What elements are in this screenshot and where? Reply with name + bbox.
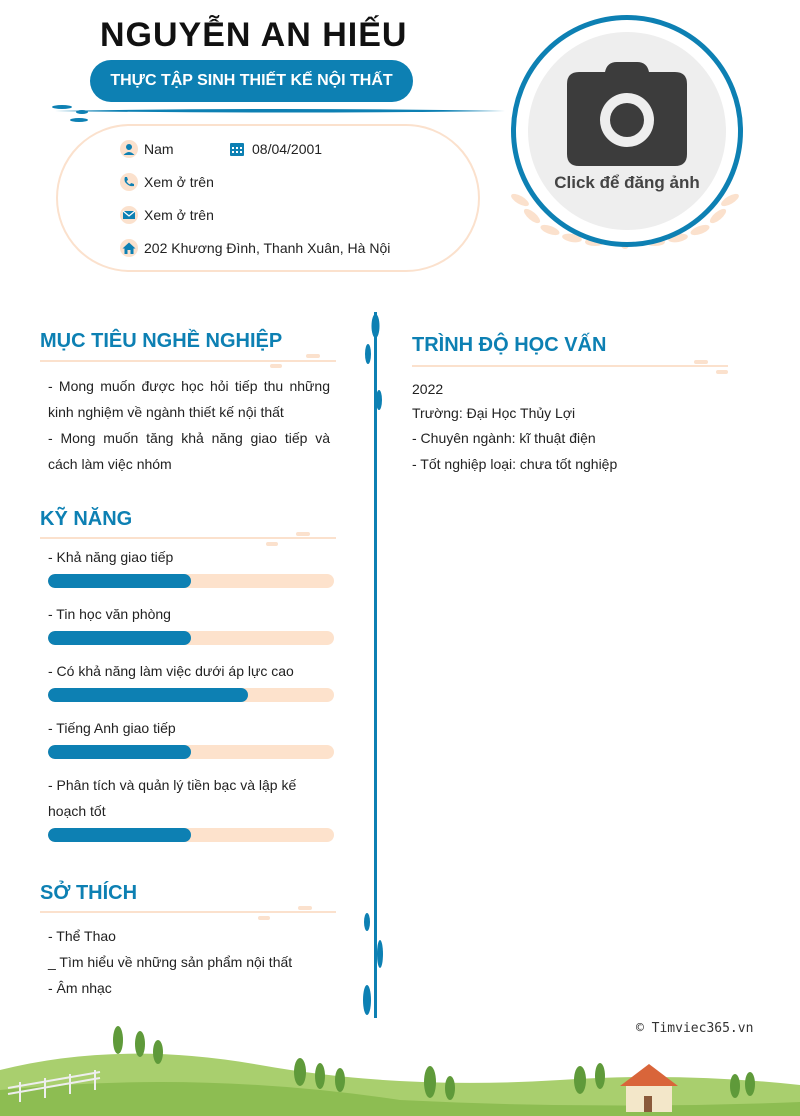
objective-cloud-2: [270, 364, 282, 368]
copyright-text: © Timviec365.vn: [636, 1021, 754, 1036]
gender-value: Nam: [144, 141, 174, 157]
skill-bar: [48, 574, 334, 588]
education-major: - Chuyên ngành: kĩ thuật điện: [412, 430, 596, 446]
decor-dash-2: [76, 110, 88, 114]
decor-dash-3: [70, 118, 88, 122]
education-cloud-2: [716, 370, 728, 374]
phone-icon: [120, 173, 138, 191]
skill-bar: [48, 688, 334, 702]
birthday-row: [228, 140, 322, 158]
camera-icon[interactable]: [567, 62, 687, 166]
skills-cloud-1: [296, 532, 310, 536]
hobby-item: - Âm nhạc: [48, 980, 112, 996]
gender-row: [120, 140, 174, 158]
objective-line-2: - Mong muốn tăng khả năng giao tiếp và cách làm việc nhóm: [48, 430, 330, 472]
skill-label: - Tiếng Anh giao tiếp: [48, 720, 176, 736]
skill-label: - Khả năng giao tiếp: [48, 549, 174, 565]
birthday-value: 08/04/2001: [252, 141, 323, 157]
education-grade: - Tốt nghiệp loại: chưa tốt nghiệp: [412, 456, 618, 472]
skill-bar: [48, 828, 334, 842]
photo-upload-label[interactable]: Click để đăng ảnh: [554, 173, 700, 192]
education-cloud-1: [694, 360, 708, 364]
skills-title: KỸ NĂNG: [40, 508, 133, 530]
hobbies-cloud-1: [298, 906, 312, 910]
skill-bar-fill: [48, 631, 191, 645]
skill-bar: [48, 745, 334, 759]
decor-dash-1: [52, 105, 72, 109]
hobby-item: - Thể Thao: [48, 928, 116, 944]
envelope-icon: [120, 206, 138, 224]
phone-value: Xem ở trên: [144, 174, 214, 190]
job-title-pill: [90, 60, 413, 102]
hobby-item: _ Tìm hiểu về những sản phẩm nội thất: [48, 954, 293, 970]
objective-underline: [40, 360, 336, 362]
education-year: 2022: [412, 381, 444, 397]
hobbies-cloud-2: [258, 916, 270, 920]
home-icon: [120, 239, 138, 257]
column-divider: [360, 312, 390, 1018]
skill-bar: [48, 631, 334, 645]
email-value: Xem ở trên: [144, 207, 214, 223]
education-title: TRÌNH ĐỘ HỌC VẤN: [412, 334, 607, 356]
phone-row: [120, 173, 214, 191]
skill-bar-fill: [48, 574, 191, 588]
calendar-icon: [228, 140, 246, 158]
skill-bar-fill: [48, 828, 191, 842]
skill-bar-fill: [48, 688, 248, 702]
skills-underline: [40, 537, 336, 539]
landscape-illustration: [0, 1010, 800, 1116]
education-underline: [412, 365, 728, 367]
address-row: [120, 239, 390, 257]
address-value: 202 Khương Đình, Thanh Xuân, Hà Nội: [144, 240, 391, 256]
candidate-name: NGUYỄN AN HIẾU: [100, 16, 408, 54]
email-row: [120, 206, 214, 224]
user-icon: [120, 140, 138, 158]
objective-line-1: - Mong muốn được học hỏi tiếp thu những kinh nghiệm về ngành thiết kế nội thất: [48, 378, 330, 420]
title-underline-swoosh: [55, 108, 505, 114]
job-title: THỰC TẬP SINH THIẾT KẾ NỘI THẤT: [110, 72, 393, 89]
objective-cloud-1: [306, 354, 320, 358]
education-school: Trường: Đại Học Thủy Lợi: [412, 405, 576, 421]
hobbies-title: SỞ THÍCH: [40, 882, 138, 904]
skill-label: - Có khả năng làm việc dưới áp lực cao: [48, 663, 294, 679]
skill-label: - Phân tích và quản lý tiền bạc và lập kế hoạch tốt: [48, 777, 297, 819]
skill-bar-fill: [48, 745, 191, 759]
skill-label: - Tin học văn phòng: [48, 606, 171, 622]
objective-title: MỤC TIÊU NGHỀ NGHIỆP: [40, 330, 283, 352]
hobbies-underline: [40, 911, 336, 913]
